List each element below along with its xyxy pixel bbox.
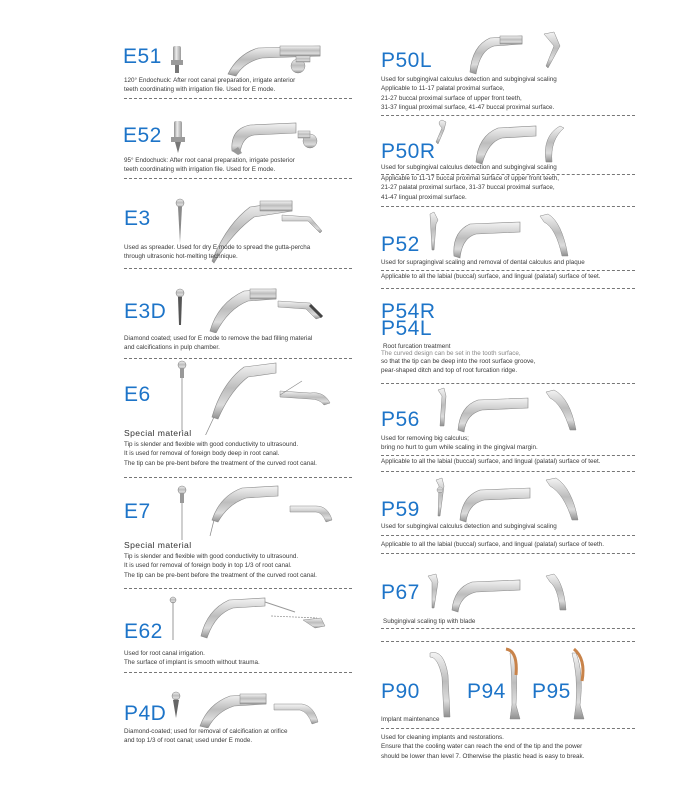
divider — [381, 383, 635, 384]
desc-line: teeth coordinating with irrigation file. Used for E mode. — [124, 166, 276, 174]
desc-line: Applicable to 11-17 palatal proximal surface, — [381, 85, 505, 93]
divider — [381, 641, 635, 642]
spreader-icon — [176, 199, 184, 243]
divider — [124, 178, 352, 179]
desc-line: Used for removing big calculus; — [381, 435, 469, 442]
tip-e3d-image — [170, 283, 340, 333]
tip-p56-image — [432, 386, 602, 436]
endochuck-icon — [171, 121, 185, 153]
tip-code-e3: E3 — [124, 207, 151, 230]
tip-subtitle-e7: Special material — [124, 540, 192, 550]
tip-code-e3d: E3D — [124, 300, 167, 323]
desc-line: Used for subgingival calculus detection and subgingival scaling — [381, 76, 557, 83]
tip-p90-p95-image — [424, 645, 624, 725]
desc-line: should be lower than level 7. Otherwise the plastic head is easy to break. — [381, 752, 585, 760]
desc-line: Diamond-coated; used for removal of calcification at orifice — [124, 728, 288, 735]
tip-desc-p4d — [124, 727, 287, 746]
tip-e52-image — [170, 115, 325, 157]
tip-p52-image — [428, 210, 598, 262]
tip-desc-p54-1: Root furcation treatment — [383, 343, 451, 350]
divider — [381, 455, 635, 456]
desc-line: Used for cleaning implants and restorations. — [381, 734, 504, 741]
divider — [124, 98, 352, 99]
tip-code-p52: P52 — [381, 233, 420, 256]
divider — [381, 553, 635, 554]
tip-desc-p50l — [381, 75, 557, 112]
divider — [124, 358, 352, 359]
tip-p4d-image — [168, 688, 348, 728]
desc-line: Applicable to 11-17 buccal proximal surface of upper front teeth, — [381, 175, 560, 182]
tip-desc-p52-1: Used for supragingival scaling and removal of dental calculus and plaque — [381, 259, 585, 266]
desc-line: bring no hurt to gum while scaling in the gingival margin. — [381, 444, 538, 452]
desc-line: and calcifications in pulp chamber. — [124, 344, 220, 352]
tip-e6-image — [170, 355, 350, 435]
endochuck-icon — [171, 46, 183, 73]
tip-code-p95: P95 — [532, 680, 571, 703]
tip-desc-p54-overlap: The curved design can be set in the tooth surface, — [381, 350, 521, 357]
tip-desc-e3 — [124, 243, 310, 262]
tip-code-e62: E62 — [124, 620, 163, 643]
divider — [381, 728, 635, 729]
divider — [124, 672, 352, 673]
divider — [124, 268, 352, 269]
tip-desc-p56-2: Applicable to all the labial (buccal) surface, and lingual (palatal) surface of teet. — [381, 458, 601, 465]
desc-line: teeth coordinating with irrigation file. Used for E mode. — [124, 86, 276, 94]
desc-line: Tip is slender and flexible with good conductivity to ultrasound. — [124, 553, 299, 560]
desc-line: It is used for removal of foreign body deep in root canal. — [124, 450, 280, 458]
tip-code-e51: E51 — [123, 45, 162, 68]
file-icon — [178, 361, 186, 431]
tip-code-p54l: P54L — [381, 317, 433, 340]
tip-code-p50l: P50L — [381, 49, 433, 72]
tip-desc-p67-1: Subgingival scaling tip with blade — [383, 618, 476, 625]
divider — [381, 535, 635, 536]
tip-desc-p50r — [381, 174, 559, 202]
tip-desc-p59-1: Used for subgingival calculus detection and subgingival scaling — [381, 523, 557, 530]
tip-e7-image — [170, 480, 350, 542]
desc-line: 21-27 buccal proximal surface of upper front teeth, — [381, 94, 522, 102]
desc-line: 21-27 palatal proximal surface, 31-37 buccal proximal surface, — [381, 184, 555, 192]
desc-line: Used for root canal irrigation. — [124, 650, 205, 657]
tip-e62-image — [165, 592, 345, 642]
divider — [381, 206, 635, 207]
tip-code-p59: P59 — [381, 498, 420, 521]
desc-line: Used as spreader. Used for dry E mode to spread the gutta-percha — [124, 244, 311, 251]
desc-line: The surface of implant is smooth without trauma. — [124, 659, 260, 667]
tip-code-p50r: P50R — [381, 140, 436, 163]
tip-desc-e62 — [124, 649, 260, 668]
desc-line: through ultrasonic hot-melting technique. — [124, 253, 238, 261]
tip-p67-image — [424, 570, 594, 614]
diamond-tip-icon — [172, 692, 180, 718]
divider — [381, 471, 635, 472]
tip-code-p4d: P4D — [124, 702, 167, 725]
desc-line: Ensure that the cooling water can reach the end of the tip and the power — [381, 743, 583, 751]
desc-line: Tip is slender and flexible with good conductivity to ultrasound. — [124, 441, 299, 448]
tip-code-p56: P56 — [381, 408, 420, 431]
tip-p50l-image — [450, 28, 580, 76]
tip-desc-p52 — [381, 272, 600, 281]
desc-line: so that the tip can be deep into the root surface groove, — [381, 358, 536, 365]
tip-code-e52: E52 — [123, 124, 162, 147]
divider — [124, 588, 352, 589]
tip-desc-e6 — [124, 440, 317, 468]
tip-desc-e7 — [124, 552, 317, 580]
tip-desc-p90 — [381, 733, 584, 761]
desc-line: 95° Endochuck: After root canal preparation, irrigate posterior — [124, 157, 295, 164]
tip-code-p67: P67 — [381, 581, 420, 604]
irrigation-needle-icon — [170, 597, 176, 640]
desc-line: pear-shaped ditch and top of root furcation ridge. — [381, 367, 518, 375]
tip-code-p94: P94 — [467, 680, 506, 703]
tip-e51-image — [170, 38, 325, 78]
tip-desc-e51 — [124, 76, 295, 95]
tip-desc-p50r-1: Used for subgingival calculus detection and subgingival scaling — [381, 164, 557, 171]
tip-desc-p90-1: Implant maintenance — [381, 716, 440, 723]
desc-line: It is used for removal of foreign body in top 1/3 of root canal. — [124, 562, 292, 570]
desc-line: 31-37 lingual proximal surface, 41-47 buccal proximal surface. — [381, 103, 555, 111]
tip-code-e6: E6 — [124, 383, 151, 406]
tip-desc-e52 — [124, 156, 295, 175]
tip-code-e7: E7 — [124, 500, 151, 523]
desc-line: and top 1/3 of root canal; used under E mode. — [124, 737, 253, 745]
desc-line: Applicable to all the labial (buccal) surface, and lingual (palatal) surface of teet. — [381, 273, 601, 280]
tip-code-p90: P90 — [381, 680, 420, 703]
tip-code-p54r: P54R — [381, 300, 436, 323]
tip-desc-p54 — [381, 357, 535, 376]
desc-line: The tip can be pre-bent before the treatment of the curved root canal. — [124, 571, 317, 579]
tip-desc-e3d — [124, 334, 312, 353]
tip-p50r-image — [430, 118, 590, 168]
desc-line: Diamond coated; used for E mode to remove the bad filling material — [124, 335, 313, 342]
divider — [381, 628, 635, 629]
divider — [124, 477, 352, 478]
divider — [381, 115, 635, 116]
spreader-icon — [176, 289, 184, 325]
desc-line: 41-47 lingual proximal surface. — [381, 193, 467, 201]
divider — [381, 288, 635, 289]
divider — [381, 270, 635, 271]
desc-line: 120° Endochuck: After root canal preparation, irrigate anterior — [124, 77, 296, 84]
tip-desc-p59 — [381, 540, 604, 549]
file-icon — [178, 486, 186, 540]
desc-line: The tip can be pre-bent before the treatment of the curved root canal. — [124, 459, 317, 467]
tip-subtitle-e6: Special material — [124, 428, 192, 438]
desc-line: Applicable to all the labial (buccal) surface, and lingual (palatal) surface of teeth. — [381, 541, 604, 548]
tip-p59-image — [430, 476, 600, 526]
tip-desc-p56 — [381, 434, 538, 453]
